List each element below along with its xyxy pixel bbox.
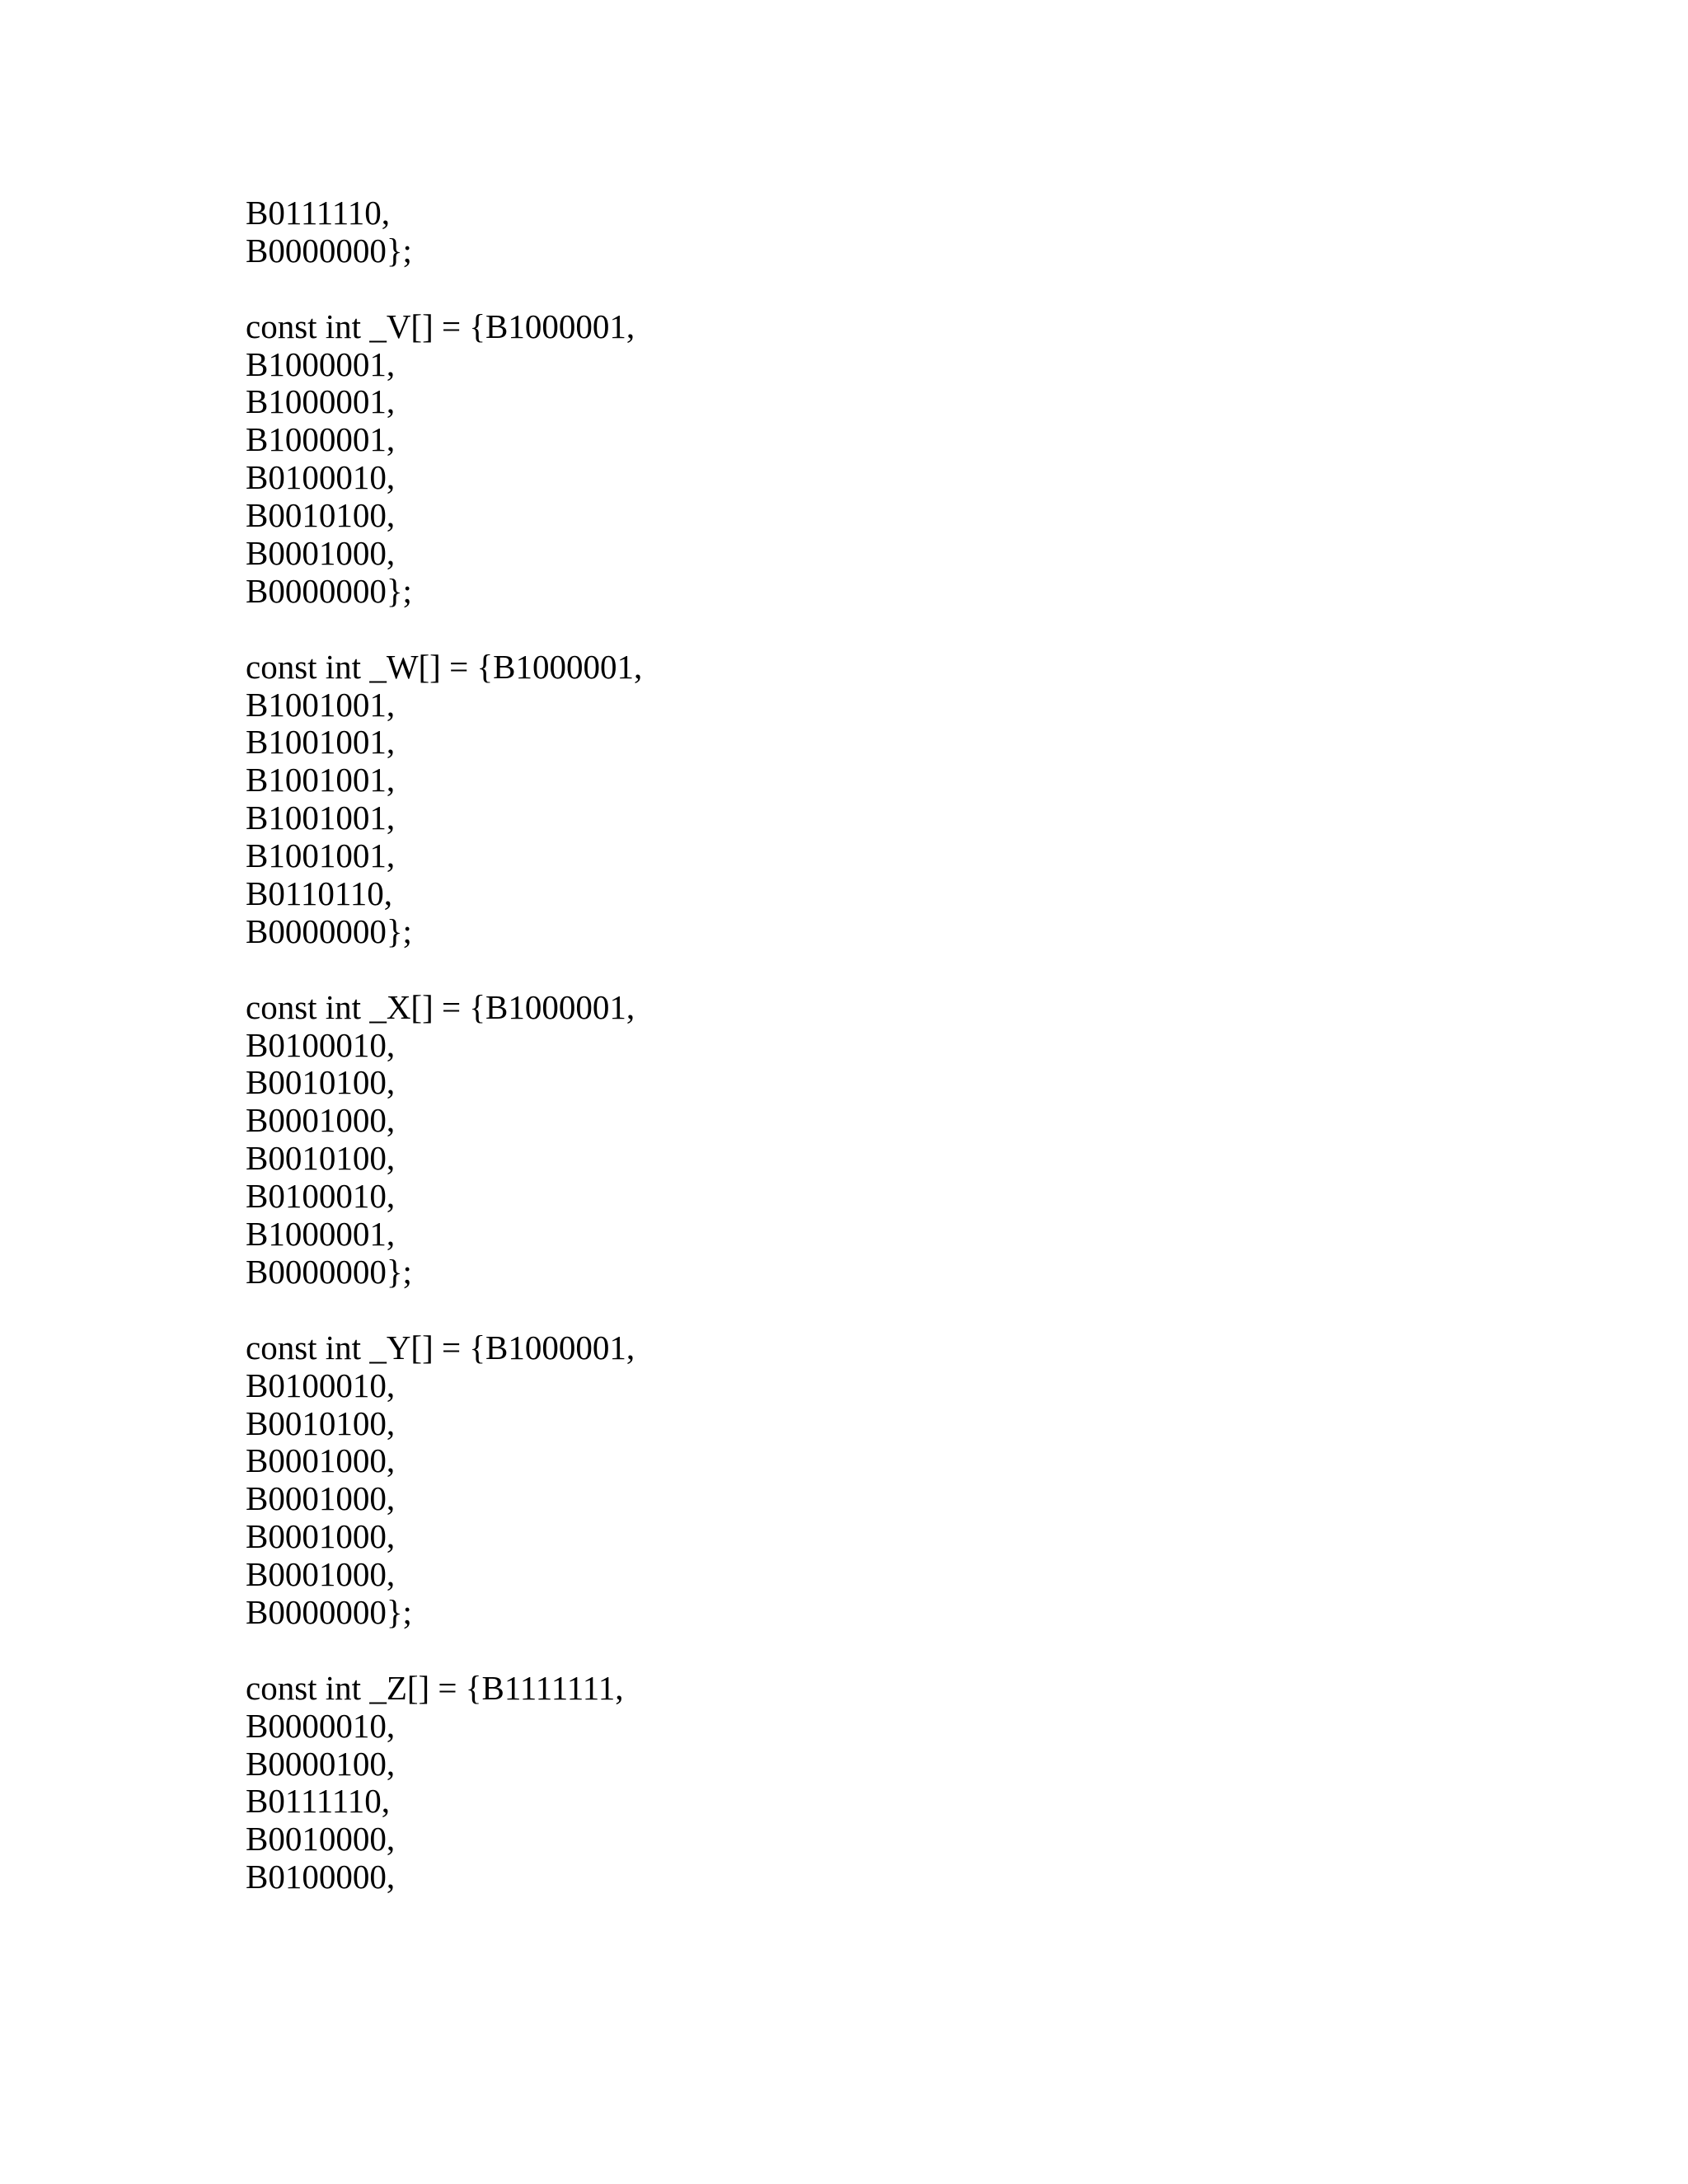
code-line: B0000000}; xyxy=(246,231,412,269)
code-line: B1001001, xyxy=(246,685,396,724)
code-line: B0001000, xyxy=(246,1555,396,1594)
code-listing xyxy=(246,194,1482,1934)
code-line: B0010100, xyxy=(246,1063,396,1102)
code-line: B1001001, xyxy=(246,837,396,875)
code-line: B0010100, xyxy=(246,1139,396,1178)
code-line: B0100000, xyxy=(246,1858,396,1896)
code-line: B0111110, xyxy=(246,194,391,232)
code-line: B0100010, xyxy=(246,1177,396,1216)
code-line: B0111110, xyxy=(246,1782,391,1821)
code-line: B1001001, xyxy=(246,799,396,837)
code-block xyxy=(246,308,1482,611)
code-line: B0100010, xyxy=(246,1366,396,1404)
code-block xyxy=(246,649,1482,951)
code-line: B1000001, xyxy=(246,344,396,383)
code-line: B0010100, xyxy=(246,1404,396,1442)
code-block xyxy=(246,1329,1482,1632)
code-line: B0001000, xyxy=(246,1479,396,1518)
code-line: const int _X[] = {B1000001, xyxy=(246,987,635,1026)
code-line: B0001000, xyxy=(246,1441,396,1480)
code-line: B0000000}; xyxy=(246,912,412,950)
code-line: B0010100, xyxy=(246,496,396,535)
code-line: B0001000, xyxy=(246,1517,396,1556)
code-line: B1000001, xyxy=(246,420,396,459)
code-line: B1001001, xyxy=(246,723,396,762)
code-block xyxy=(246,194,1482,270)
code-line: B0100010, xyxy=(246,1025,396,1064)
code-line: B1001001, xyxy=(246,761,396,799)
code-line: B0000000}; xyxy=(246,571,412,610)
code-line: B0000100, xyxy=(246,1744,396,1783)
code-line: B1000001, xyxy=(246,1215,396,1254)
code-block xyxy=(246,1670,1482,1896)
code-line: B0100010, xyxy=(246,458,396,497)
code-line: B0001000, xyxy=(246,1101,396,1140)
code-block xyxy=(246,989,1482,1291)
code-line: B0000000}; xyxy=(246,1252,412,1291)
code-line: const int _Y[] = {B1000001, xyxy=(246,1328,635,1366)
code-line: B0110110, xyxy=(246,874,393,913)
code-line: const int _V[] = {B1000001, xyxy=(246,307,635,345)
code-line: B0010000, xyxy=(246,1820,396,1858)
code-line: B0001000, xyxy=(246,534,396,573)
code-line: B0000010, xyxy=(246,1706,396,1745)
code-line: B0000000}; xyxy=(246,1592,412,1631)
code-line: B1000001, xyxy=(246,382,396,421)
code-line: const int _W[] = {B1000001, xyxy=(246,647,643,686)
code-line: const int _Z[] = {B1111111, xyxy=(246,1668,624,1707)
